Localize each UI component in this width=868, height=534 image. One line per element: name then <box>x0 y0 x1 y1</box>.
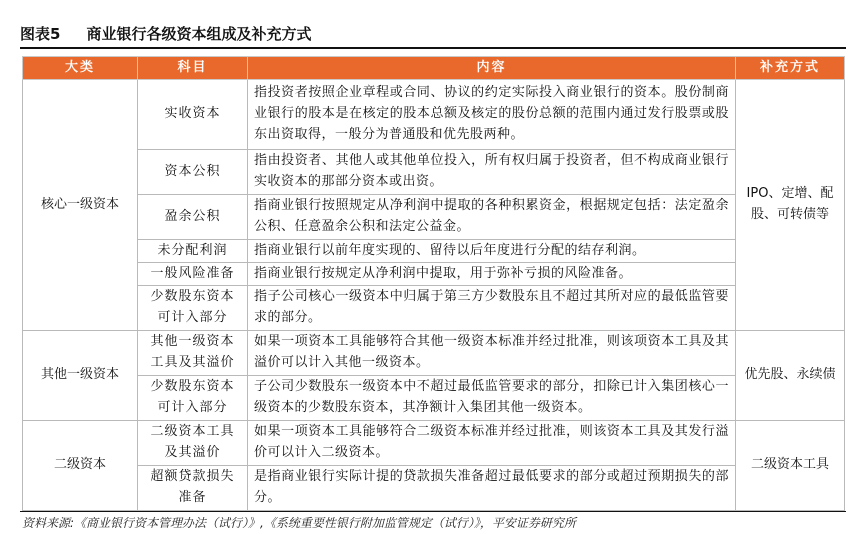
table-row <box>23 466 845 511</box>
table-row <box>23 421 845 466</box>
table-row <box>23 286 845 331</box>
content-cell: 指商业银行按规定从净利润中提取，用于弥补亏损的风险准备。 <box>248 263 736 286</box>
header-method: 补充方式 <box>736 57 845 80</box>
content-cell: 指商业银行以前年度实现的、留待以后年度进行分配的结存利润。 <box>248 240 736 263</box>
table-row <box>23 150 845 195</box>
subject-cell: 超额贷款损失准备 <box>138 466 248 511</box>
content-cell: 子公司少数股东一级资本中不超过最低监管要求的部分，扣除已计入集团核心一级资本的少数股东资本，其净额计入集团其他一级资本。 <box>248 376 736 421</box>
figure-title-bar <box>20 22 846 44</box>
table-row <box>23 80 845 150</box>
method-cell: 二级资本工具 <box>736 421 845 511</box>
subject-cell: 未分配利润 <box>138 240 248 263</box>
header-category: 大类 <box>23 57 138 80</box>
content-cell: 是指商业银行实际计提的贷款损失准备超过最低要求的部分或超过预期损失的部分。 <box>248 466 736 511</box>
subject-cell: 二级资本工具及其溢价 <box>138 421 248 466</box>
content-cell: 指由投资者、其他人或其他单位投入，所有权归属于投资者，但不构成商业银行实收资本的那部分资本或出资。 <box>248 150 736 195</box>
content-cell: 如果一项资本工具能够符合二级资本标准并经过批准，则该资本工具及其发行溢价可以计入二级资本。 <box>248 421 736 466</box>
method-cell: 优先股、永续债 <box>736 331 845 421</box>
subject-cell: 其他一级资本工具及其溢价 <box>138 331 248 376</box>
table-row <box>23 263 845 286</box>
content-cell: 指商业银行按照规定从净利润中提取的各种积累资金，根据规定包括：法定盈余公积、任意盈余公积和法定公益金。 <box>248 195 736 240</box>
figure-title: 商业银行各级资本组成及补充方式 <box>86 24 312 43</box>
header-content: 内容 <box>248 57 736 80</box>
table-row <box>23 195 845 240</box>
subject-cell: 少数股东资本可计入部分 <box>138 286 248 331</box>
subject-cell: 一般风险准备 <box>138 263 248 286</box>
source-rule <box>20 511 846 512</box>
figure-number: 图表5 <box>20 24 61 43</box>
source-note: 资料来源:《商业银行资本管理办法（试行）》,《系统重要性银行附加监管规定（试行）》，平安证券研究所 <box>22 516 576 530</box>
subject-cell: 实收资本 <box>138 80 248 150</box>
title-rule <box>20 47 846 49</box>
table-header-row <box>23 57 845 80</box>
category-cell: 二级资本 <box>23 421 138 511</box>
capital-structure-table <box>22 56 845 511</box>
table-row <box>23 240 845 263</box>
subject-cell: 盈余公积 <box>138 195 248 240</box>
content-cell: 指子公司核心一级资本中归属于第三方少数股东且不超过其所对应的最低监管要求的部分。 <box>248 286 736 331</box>
subject-cell: 资本公积 <box>138 150 248 195</box>
table-row <box>23 376 845 421</box>
table-row <box>23 331 845 376</box>
content-cell: 指投资者按照企业章程或合同、协议的约定实际投入商业银行的资本。股份制商业银行的股本是在核定的股本总额及核定的股份总额的范围内通过发行股票或股东出资取得，一般分为普通股和优先股两种。 <box>248 80 736 150</box>
header-subject: 科目 <box>138 57 248 80</box>
content-cell: 如果一项资本工具能够符合其他一级资本标准并经过批准，则该项资本工具及其溢价可以计入其他一级资本。 <box>248 331 736 376</box>
category-cell: 核心一级资本 <box>23 80 138 331</box>
subject-cell: 少数股东资本可计入部分 <box>138 376 248 421</box>
category-cell: 其他一级资本 <box>23 331 138 421</box>
method-cell: IPO、定增、配股、可转债等 <box>736 80 845 331</box>
